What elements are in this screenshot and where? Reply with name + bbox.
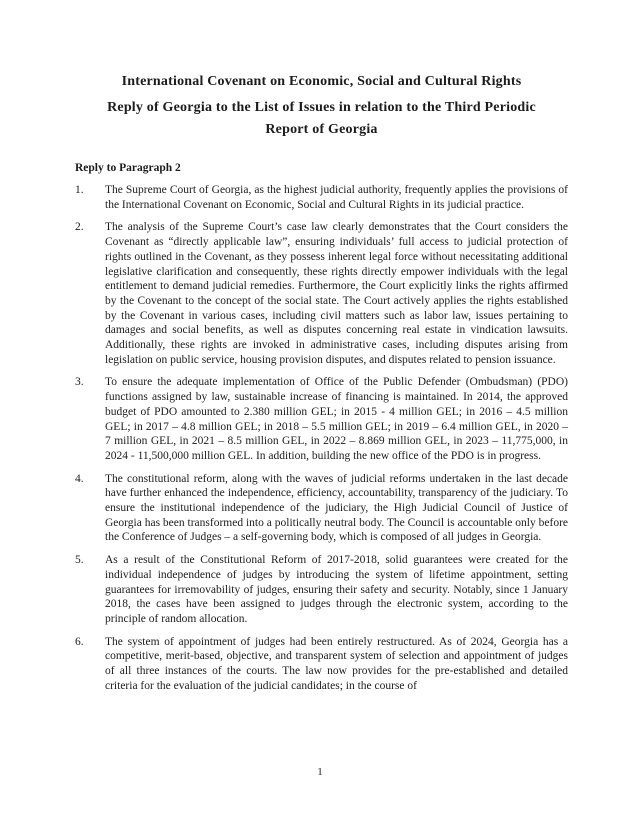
paragraph-item-3 [75, 375, 568, 463]
paragraph-item-1 [75, 183, 568, 212]
document-subtitle: Reply of Georgia to the List of Issues in relation to the Third Periodic Report of Georgia [107, 100, 536, 137]
paragraph-text: The constitutional reform, along with the waves of judicial reforms undertaken in the last decade have further enhanced the independence, efficiency, accountability, transparency of the judiciary. To ensure the institutional independence of the judiciary, the High Judicial Council of Justice of Georgia has been transformed into a politically neutral body. The Council is accountable only before the Conference of Judges – a self-governing body, which is composed of all judges in Georgia. [105, 472, 568, 544]
paragraph-item-6 [75, 635, 568, 694]
section-heading: Reply to Paragraph 2 [75, 162, 181, 174]
paragraph-text: The analysis of the Supreme Court’s case law clearly demonstrates that the Court considers the Covenant as “directly applicable law”, ensuring individuals’ full access to judicial protection of rights outlined in the Covenant, as they possess inherent legal force without necessitating additional legislative clarification and consequently, these rights directly empower individuals with the legal entitlement to demand judicial remedies. Furthermore, the Court explicitly links the rights affirmed by the Covenant to the concept of the social state. The Court actively applies the rights established by the Covenant in various cases, including civil matters such as labor law, issues pertaining to damages and social benefits, as well as disputes concerning real estate in vindication lawsuits. Additionally, these rights are invoked in administrative cases, including disputes arising from legislation on public service, housing provision disputes, and disputes related to pension issuance. [105, 221, 568, 366]
paragraph-number: 5. [75, 554, 84, 567]
paragraph-text: To ensure the adequate implementation of Office of the Public Defender (Ombudsman) (PDO) functions assigned by law, sustainable increase of financing is maintained. In 2014, the approved budget of PDO amounted to 2.380 million GEL; in 2015 - 4 million GEL; in 2016 – 4.5 million GEL; in 2017 – 4.8 million GEL; in 2018 – 5.5 million GEL; in 2019 – 6.4 million GEL, in 2020 – 7 million GEL, in 2021 – 8.5 million GEL, in 2022 – 8.869 million GEL, in 2023 – 11,775,000, in 2024 - 11,500,000 million GEL. In addition, building the new office of the PDO is in progress. [105, 376, 568, 462]
paragraph-item-2 [75, 220, 568, 367]
paragraph-number: 2. [75, 221, 84, 234]
paragraph-item-4 [75, 472, 568, 546]
paragraph-text: The system of appointment of judges had been entirely restructured. As of 2024, Georgia has a competitive, merit-based, objective, and transparent system of selection and appointment of judges of all three instances of the courts. The law now provides for the pre-established and detailed criteria for the evaluation of the judicial candidates; in the course of [105, 635, 568, 692]
paragraph-number: 3. [75, 376, 84, 389]
paragraph-number: 4. [75, 472, 84, 485]
paragraph-text: As a result of the Constitutional Reform of 2017-2018, solid guarantees were created for the individual independence of judges by introducing the system of lifetime appointment, setting guarantees for irremovability of judges, ensuring their safety and security. Notably, since 1 January 2018, the cases have been assigned to judges through the electronic system, according to the principle of random allocation. [105, 554, 568, 625]
paragraph-number: 6. [75, 635, 84, 648]
document-title: International Covenant on Economic, Social and Cultural Rights [121, 74, 522, 89]
page-number: 1 [317, 766, 323, 778]
paragraph-item-5 [75, 553, 568, 627]
paragraph-number: 1. [75, 184, 84, 196]
paragraph-text: The Supreme Court of Georgia, as the highest judicial authority, frequently applies the provisions of the International Covenant on Economic, Social and Cultural Rights in its judicial practice. [105, 184, 568, 211]
